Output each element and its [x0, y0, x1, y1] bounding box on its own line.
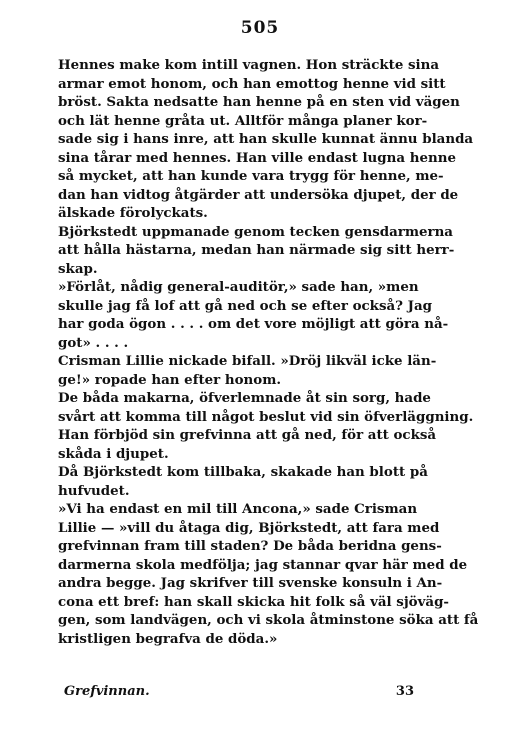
page-number: 505 [240, 18, 280, 38]
text-line: älskade förolyckats. [58, 205, 208, 221]
text-line: De båda makarna, öfverlemnade åt sin sorg, hade [58, 390, 431, 406]
text-line: armar emot honom, och han emottog henne vid sitt [58, 75, 446, 92]
paragraph [58, 56, 474, 223]
text-line: Lillie — »vill du åtaga dig, Björkstedt, att fara med [58, 519, 440, 536]
text-line: »Vi ha endast en mil till Ancona,» sade Crisman [58, 501, 418, 517]
paragraph [58, 500, 479, 648]
text-line: Han förbjöd sin grefvinna att gå ned, för att också [58, 427, 437, 443]
text-line: skap. [58, 260, 98, 277]
paragraph [58, 352, 446, 389]
text-line: så mycket, att han kunde vara trygg för henne, me- [58, 168, 444, 184]
text-line: Hennes make kom intill vagnen. Hon sträckte sina [58, 57, 440, 73]
sheet-number: 33 [395, 684, 414, 699]
text-line: hufvudet. [58, 482, 130, 499]
paragraph [58, 389, 474, 463]
text-line: svårt att komma till något beslut vid sin öfverläggning. [58, 408, 474, 425]
paragraph [58, 223, 455, 279]
text-line: skulle jag få lof att gå ned och se efter också? Jag [58, 297, 433, 314]
text-line: »Förlåt, nådig general-auditör,» sade han, »men [58, 279, 419, 295]
paragraph [58, 278, 449, 352]
text-line: skåda i djupet. [58, 445, 169, 462]
text-line: bröst. Sakta nedsatte han henne på en sten vid vägen [58, 94, 460, 110]
footer-signature: Grefvinnan. [64, 684, 150, 699]
text-line: Björkstedt uppmanade genom tecken gensdarmerna [58, 223, 453, 240]
text-line: ge!» ropade han efter honom. [58, 371, 282, 388]
text-line: gen, som landvägen, och vi skola åtminstone söka att få [58, 612, 479, 628]
text-line: Då Björkstedt kom tillbaka, skakade han blott på [58, 464, 428, 480]
body-text [58, 56, 479, 648]
text-line: cona ett bref: han skall skicka hit folk så väl sjöväg- [58, 593, 449, 610]
text-line: har goda ögon . . . . om det vore möjligt att göra nå- [58, 316, 449, 332]
text-line: kristligen begrafva de döda.» [58, 630, 278, 647]
text-line: sade sig i hans inre, att han skulle kunnat ännu blanda [58, 131, 474, 147]
text-line: got» . . . . [58, 334, 129, 351]
text-line: och lät henne gråta ut. Alltför många planer kor- [58, 112, 428, 129]
paragraph [58, 463, 446, 500]
text-line: sina tårar med hennes. Han ville endast lugna henne [58, 149, 456, 166]
text-line: andra begge. Jag skrifver till svenske konsuln i An- [58, 575, 443, 591]
text-line: grefvinnan fram till staden? De båda beridna gens- [58, 538, 442, 554]
text-line: att hålla hästarna, medan han närmade sig sitt herr- [58, 242, 455, 258]
text-line: Crisman Lillie nickade bifall. »Dröj likväl icke län- [58, 353, 437, 369]
page-footer [64, 683, 414, 701]
text-line: darmerna skola medfölja; jag stannar qvar här med de [58, 556, 468, 573]
text-line: dan han vidtog åtgärder att undersöka djupet, der de [58, 186, 459, 203]
